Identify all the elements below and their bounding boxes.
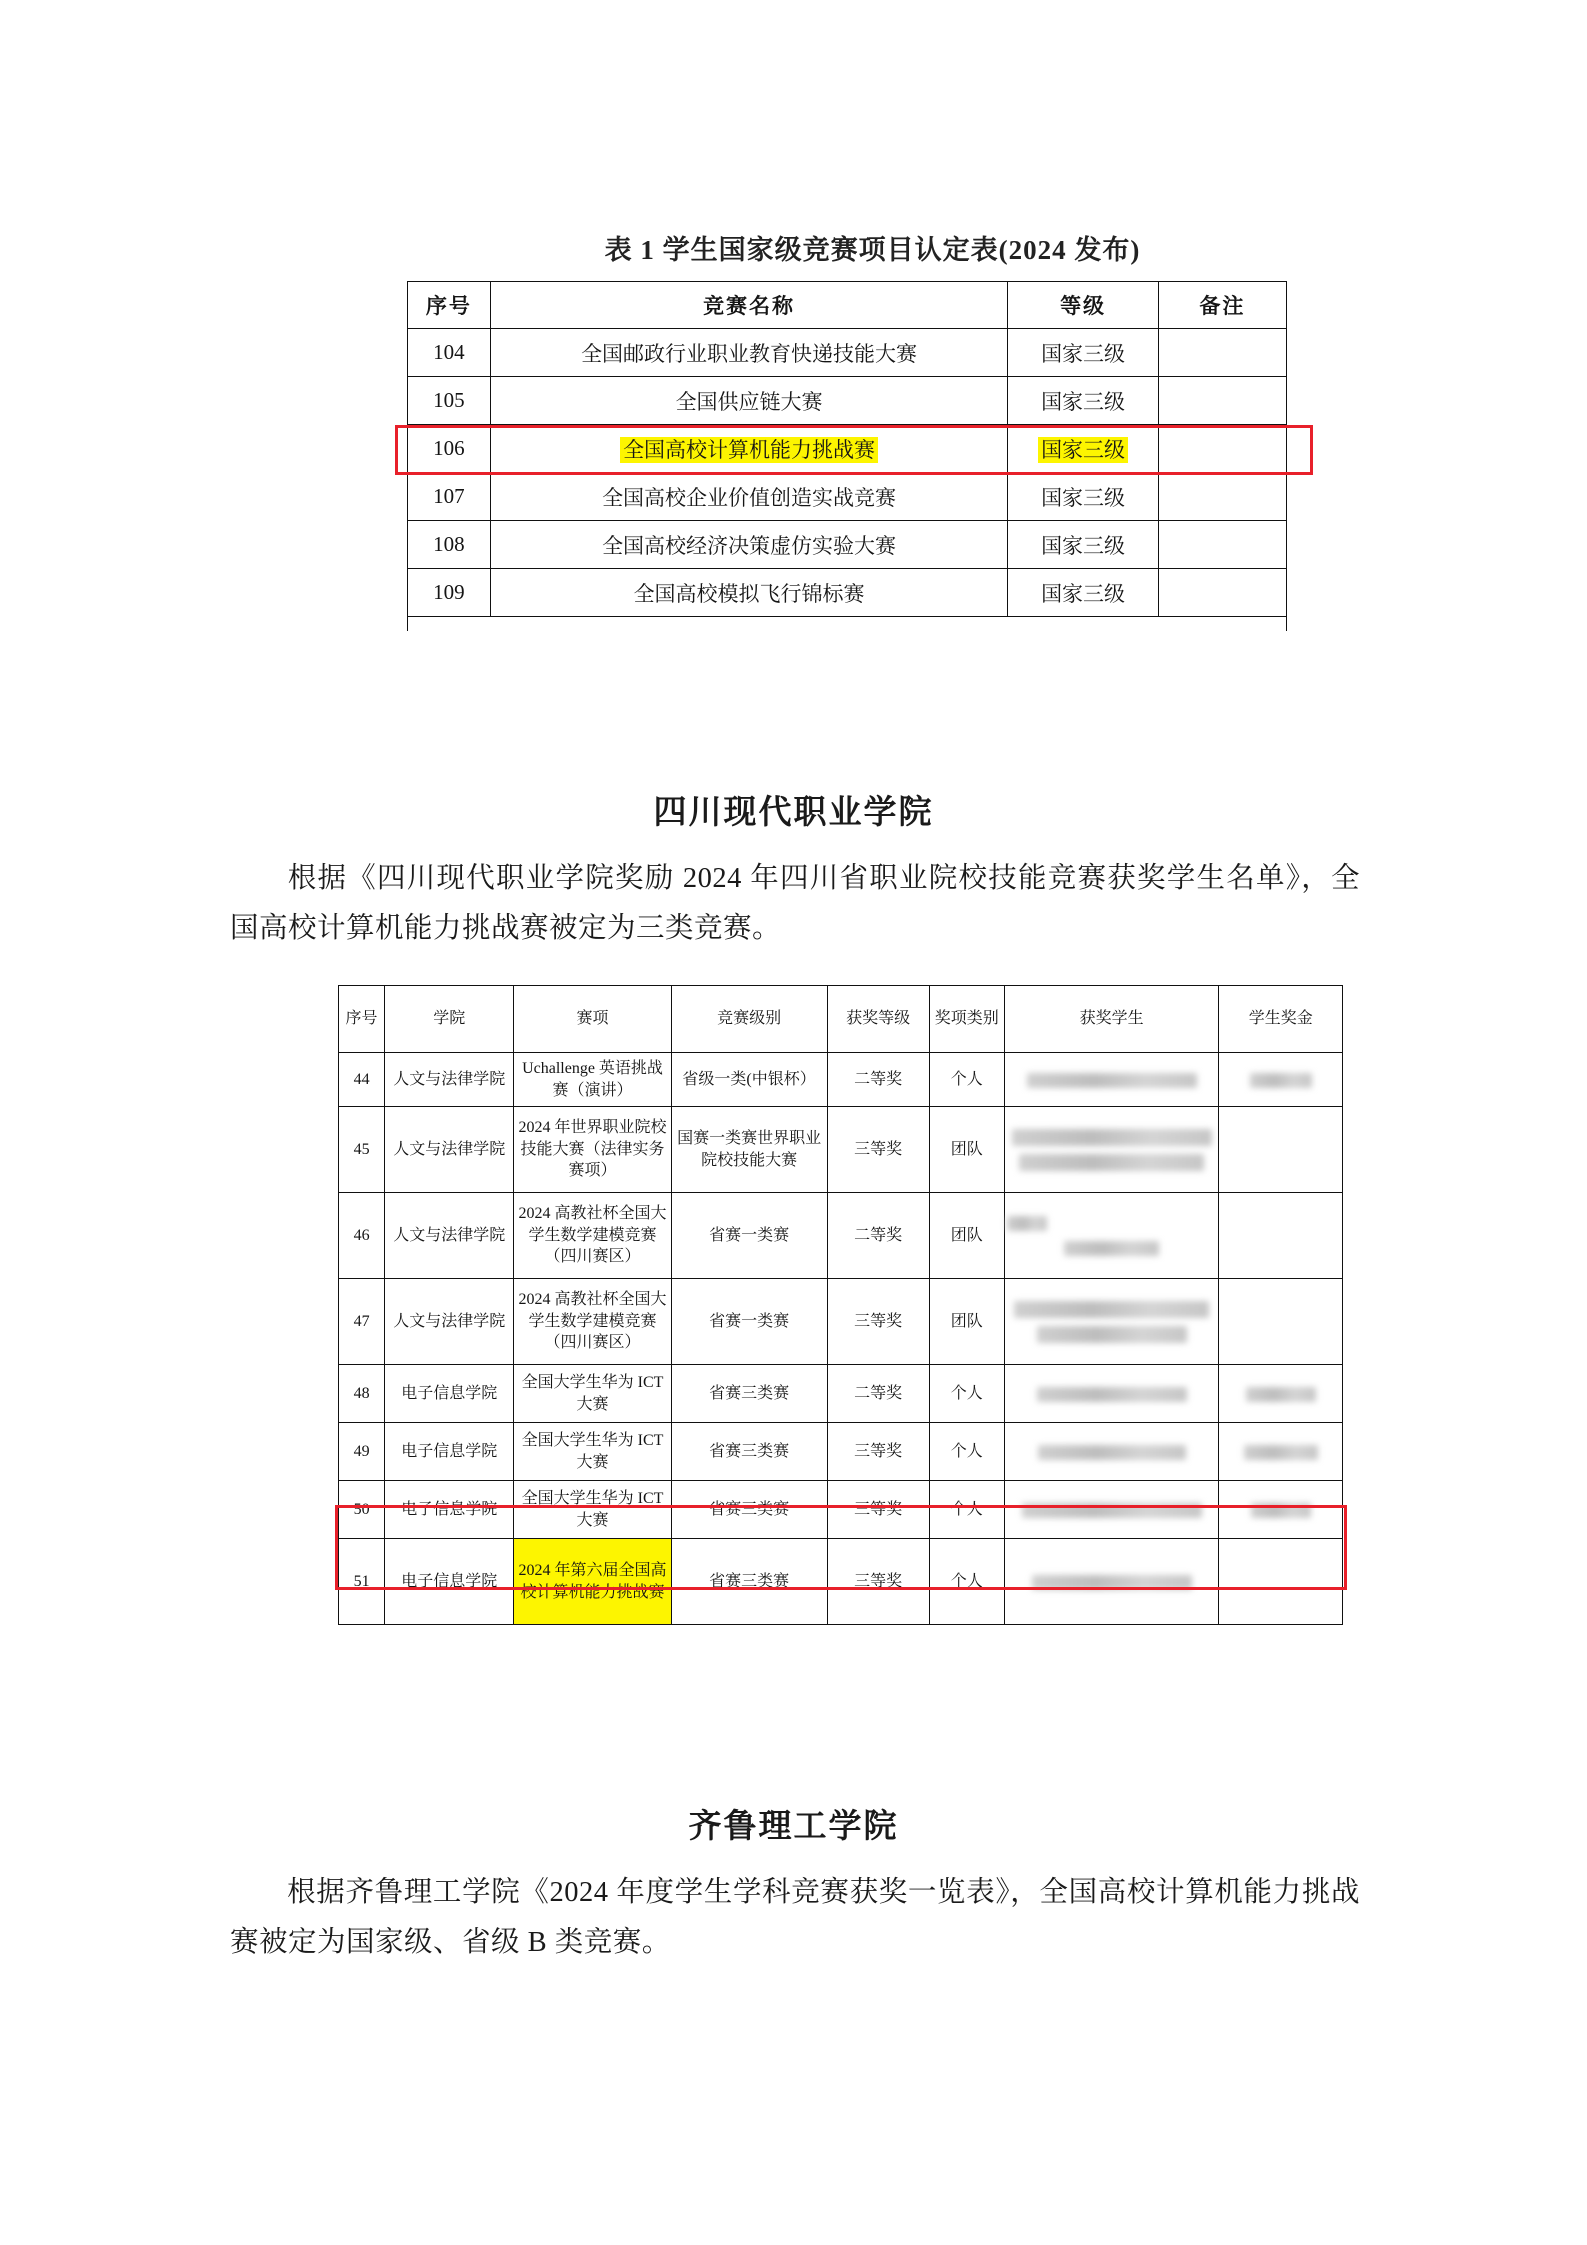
th-note: 备注 <box>1158 282 1286 329</box>
th-name: 竞赛名称 <box>490 282 1008 329</box>
cell-grade: 三等奖 <box>827 1279 929 1365</box>
cell-no: 51 <box>339 1539 385 1625</box>
cell-event: 2024 高教社杯全国大学生数学建模竞赛（四川赛区） <box>514 1193 671 1279</box>
cell-note <box>1158 377 1286 425</box>
cell-no: 107 <box>408 473 491 521</box>
cell-no: 49 <box>339 1423 385 1481</box>
cell-level: 省赛一类赛 <box>671 1279 827 1365</box>
cell-level: 国赛一类赛世界职业院校技能大赛 <box>671 1107 827 1193</box>
cell-event: Uchallenge 英语挑战赛（演讲） <box>514 1053 671 1107</box>
cell-students-redacted <box>1004 1107 1219 1193</box>
th-students: 获奖学生 <box>1004 986 1219 1053</box>
table-row <box>339 1053 1343 1107</box>
cell-level: 国家三级 <box>1008 377 1158 425</box>
th-level: 竞赛级别 <box>671 986 827 1053</box>
table-row <box>408 329 1287 377</box>
redacted-name <box>1064 1241 1159 1256</box>
cell-grade: 三等奖 <box>827 1423 929 1481</box>
cell-money-redacted <box>1219 1423 1343 1481</box>
cell-level: 省赛三类赛 <box>671 1539 827 1625</box>
cell-note <box>1158 329 1286 377</box>
cell-name: 全国供应链大赛 <box>490 377 1008 425</box>
th-event: 赛项 <box>514 986 671 1053</box>
table-row <box>408 569 1287 617</box>
cell-type: 个人 <box>929 1423 1004 1481</box>
th-college: 学院 <box>385 986 514 1053</box>
th-money: 学生奖金 <box>1219 986 1343 1053</box>
cell-level: 国家三级 <box>1008 473 1158 521</box>
cell-students-redacted <box>1004 1481 1219 1539</box>
cell-level: 省赛三类赛 <box>671 1481 827 1539</box>
cell-event: 全国大学生华为 ICT 大赛 <box>514 1423 671 1481</box>
section-heading-qilu: 齐鲁理工学院 <box>688 1809 899 1845</box>
table-row <box>339 1193 1343 1279</box>
cell-level <box>1008 425 1158 473</box>
cell-college: 电子信息学院 <box>385 1481 514 1539</box>
redacted-amount <box>1246 1387 1316 1402</box>
cell-no: 109 <box>408 569 491 617</box>
cell-grade: 二等奖 <box>827 1365 929 1423</box>
cell-money-redacted <box>1219 1053 1343 1107</box>
cell-note <box>1158 473 1286 521</box>
cell-students-redacted <box>1004 1279 1219 1365</box>
cell-note <box>1158 425 1286 473</box>
cell-students-redacted <box>1004 1365 1219 1423</box>
cell-money-redacted <box>1219 1193 1343 1279</box>
cell-no: 45 <box>339 1107 385 1193</box>
th-no: 序号 <box>408 282 491 329</box>
table1-block <box>395 228 1325 631</box>
redacted-name <box>1019 1154 1204 1171</box>
paragraph-text: 根据齐鲁理工学院《2024 年度学生学科竞赛获奖一览表》，全国高校计算机能力挑战赛被定为国家级、省级 B 类竞赛。 <box>230 1877 1360 1958</box>
cell-no: 44 <box>339 1053 385 1107</box>
table-header-row <box>339 986 1343 1053</box>
cell-grade: 二等奖 <box>827 1193 929 1279</box>
cell-no: 108 <box>408 521 491 569</box>
cell-note <box>1158 569 1286 617</box>
cell-level: 国家三级 <box>1008 329 1158 377</box>
table-row <box>408 521 1287 569</box>
table-row-highlighted <box>339 1539 1343 1625</box>
cell-type: 个人 <box>929 1053 1004 1107</box>
cell-type: 个人 <box>929 1539 1004 1625</box>
cell-event: 全国大学生华为 ICT 大赛 <box>514 1481 671 1539</box>
cell-college: 电子信息学院 <box>385 1539 514 1625</box>
redacted-amount <box>1250 1073 1312 1088</box>
table1-caption: 表 1 学生国家级竞赛项目认定表(2024 发布) <box>604 235 1141 265</box>
cell-no: 104 <box>408 329 491 377</box>
highlighted-text: 全国高校计算机能力挑战赛 <box>620 437 878 463</box>
redacted-name <box>1014 1301 1209 1318</box>
table-row <box>339 1107 1343 1193</box>
th-grade: 获奖等级 <box>827 986 929 1053</box>
cell-no: 50 <box>339 1481 385 1539</box>
cell-college: 电子信息学院 <box>385 1423 514 1481</box>
cell-money-redacted <box>1219 1539 1343 1625</box>
award-list-table <box>338 985 1343 1625</box>
redacted-name <box>1032 1575 1192 1590</box>
table-header-row <box>408 282 1287 329</box>
redacted-amount <box>1244 1445 1318 1460</box>
cell-students-redacted <box>1004 1053 1219 1107</box>
redacted-amount <box>1251 1503 1311 1518</box>
redacted-name <box>1038 1445 1186 1460</box>
cell-type: 个人 <box>929 1481 1004 1539</box>
table1-clipped-edge <box>407 617 1287 631</box>
cell-type: 团队 <box>929 1279 1004 1365</box>
redacted-name <box>1012 1129 1212 1146</box>
table-row <box>408 377 1287 425</box>
redacted-name <box>1037 1387 1187 1402</box>
table-row-highlighted <box>408 425 1287 473</box>
cell-event: 全国大学生华为 ICT 大赛 <box>514 1365 671 1423</box>
cell-money-redacted <box>1219 1365 1343 1423</box>
cell-name: 全国高校模拟飞行锦标赛 <box>490 569 1008 617</box>
table-row <box>339 1481 1343 1539</box>
cell-name: 全国高校企业价值创造实战竞赛 <box>490 473 1008 521</box>
redacted-name <box>1022 1503 1202 1518</box>
cell-grade: 二等奖 <box>827 1053 929 1107</box>
cell-type: 个人 <box>929 1365 1004 1423</box>
cell-college: 人文与法律学院 <box>385 1053 514 1107</box>
cell-event: 2024 年第六届全国高校计算机能力挑战赛 <box>514 1539 671 1625</box>
cell-level: 省赛三类赛 <box>671 1423 827 1481</box>
cell-grade: 三等奖 <box>827 1107 929 1193</box>
cell-name: 全国高校经济决策虚仿实验大赛 <box>490 521 1008 569</box>
table-row <box>339 1423 1343 1481</box>
cell-students-redacted <box>1004 1193 1219 1279</box>
cell-level: 省级一类(中银杯） <box>671 1053 827 1107</box>
cell-level: 省赛一类赛 <box>671 1193 827 1279</box>
cell-grade: 三等奖 <box>827 1481 929 1539</box>
table2-block <box>338 985 1358 1625</box>
cell-college: 电子信息学院 <box>385 1365 514 1423</box>
cell-level: 国家三级 <box>1008 569 1158 617</box>
cell-students-redacted <box>1004 1423 1219 1481</box>
th-no: 序号 <box>339 986 385 1053</box>
cell-no: 105 <box>408 377 491 425</box>
table-row <box>408 473 1287 521</box>
th-type: 奖项类别 <box>929 986 1004 1053</box>
cell-event: 2024 高教社杯全国大学生数学建模竞赛（四川赛区） <box>514 1279 671 1365</box>
redacted-name <box>1007 1216 1047 1231</box>
cell-no: 47 <box>339 1279 385 1365</box>
cell-event: 2024 年世界职业院校技能大赛（法律实务赛项） <box>514 1107 671 1193</box>
cell-level: 国家三级 <box>1008 521 1158 569</box>
cell-type: 团队 <box>929 1107 1004 1193</box>
cell-note <box>1158 521 1286 569</box>
cell-money-redacted <box>1219 1481 1343 1539</box>
highlighted-text: 国家三级 <box>1038 437 1128 463</box>
cell-no: 106 <box>408 425 491 473</box>
cell-level: 省赛三类赛 <box>671 1365 827 1423</box>
cell-college: 人文与法律学院 <box>385 1279 514 1365</box>
cell-money-redacted <box>1219 1279 1343 1365</box>
th-level: 等级 <box>1008 282 1158 329</box>
cell-name <box>490 425 1008 473</box>
section-paragraph-sichuan <box>230 854 1360 954</box>
national-competition-table <box>407 281 1287 617</box>
section-heading-sichuan: 四川现代职业学院 <box>653 795 934 831</box>
cell-students-redacted <box>1004 1539 1219 1625</box>
table-row <box>339 1279 1343 1365</box>
paragraph-text: 根据《四川现代职业学院奖励 2024 年四川省职业院校技能竞赛获奖学生名单》，全国高校计算机能力挑战赛被定为三类竞赛。 <box>230 863 1360 944</box>
cell-no: 46 <box>339 1193 385 1279</box>
cell-type: 团队 <box>929 1193 1004 1279</box>
cell-grade: 三等奖 <box>827 1539 929 1625</box>
table-row <box>339 1365 1343 1423</box>
cell-no: 48 <box>339 1365 385 1423</box>
cell-name: 全国邮政行业职业教育快递技能大赛 <box>490 329 1008 377</box>
redacted-name <box>1037 1326 1187 1343</box>
cell-money-redacted <box>1219 1107 1343 1193</box>
section-paragraph-qilu <box>230 1868 1360 1968</box>
cell-college: 人文与法律学院 <box>385 1107 514 1193</box>
cell-college: 人文与法律学院 <box>385 1193 514 1279</box>
redacted-name <box>1027 1073 1197 1088</box>
